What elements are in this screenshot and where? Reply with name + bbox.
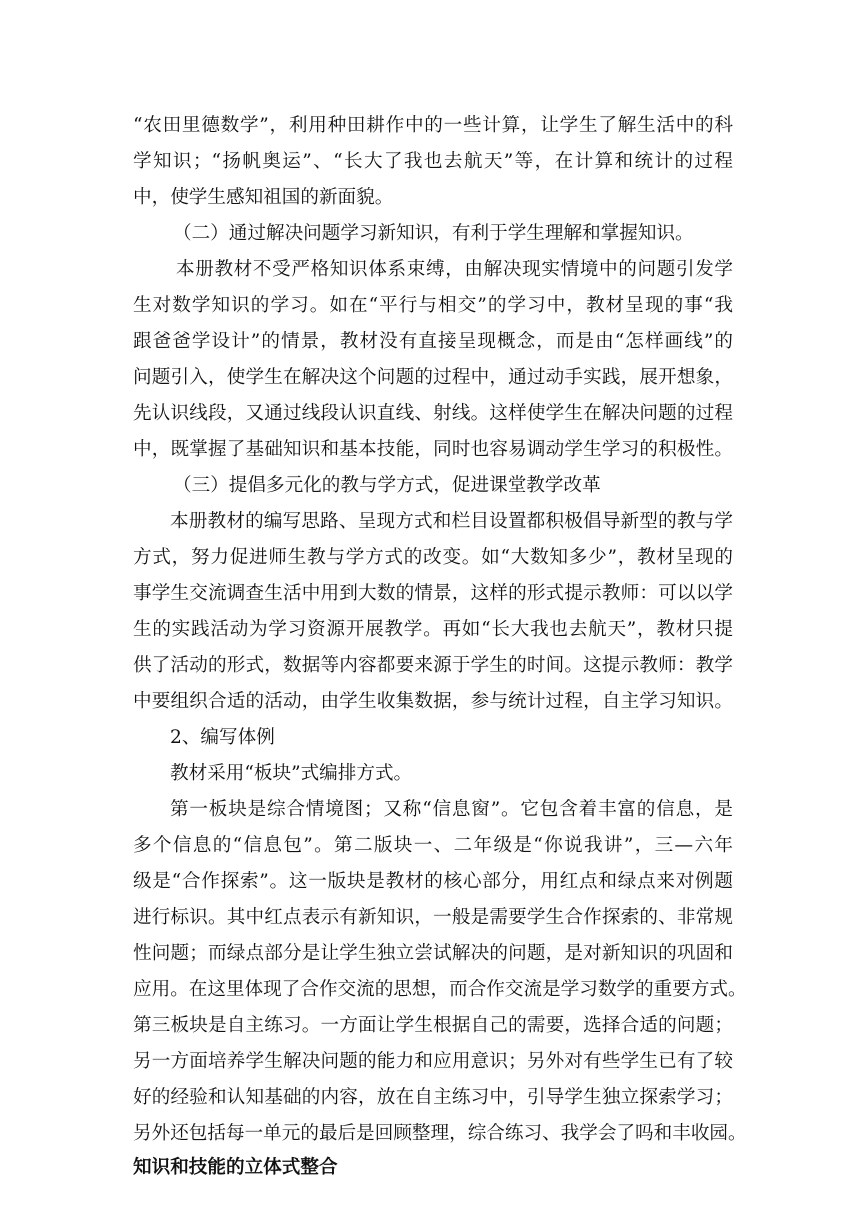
paragraph-line: 本册教材的编写思路、呈现方式和栏目设置都积极倡导新型的教与学: [170, 511, 733, 532]
bold-heading: 知识和技能的立体式整合: [133, 1157, 338, 1178]
paragraph-line: 另一方面培养学生解决问题的能力和应用意识；另外对有些学生已有了较: [133, 1051, 733, 1072]
paragraph-line: 多个信息的“信息包”。第二版块一、二年级是“你说我讲”，三—六年: [133, 835, 733, 856]
paragraph-line: 好的经验和认知基础的内容，放在自主练习中，引导学生独立探索学习；: [133, 1087, 733, 1108]
paragraph-line: 性问题；而绿点部分是让学生独立尝试解决的问题，是对新知识的巩固和: [133, 943, 733, 964]
section-heading: （三）提倡多元化的教与学方式，促进课堂教学改革: [173, 475, 601, 496]
paragraph-line: 第一板块是综合情境图；又称“信息窗”。它包含着丰富的信息，是: [170, 799, 733, 820]
paragraph-line: “农田里德数学”，利用种田耕作中的一些计算，让学生了解生活中的科: [133, 115, 733, 136]
paragraph-line: 生的实践活动为学习资源开展教学。再如“长大我也去航天”，教材只提: [133, 619, 733, 640]
paragraph-line: 另外还包括每一单元的最后是回顾整理，综合练习、我学会了吗和丰收园。: [133, 1123, 747, 1144]
paragraph-line: 跟爸爸学设计”的情景，教材没有直接呈现概念，而是由“怎样画线”的: [133, 331, 733, 352]
section-heading: 2、编写体例: [170, 727, 275, 748]
paragraph-line: 中要组织合适的活动，由学生收集数据，参与统计过程，自主学习知识。: [133, 691, 733, 712]
paragraph-line: 教材采用“板块”式编排方式。: [170, 763, 413, 784]
paragraph-line: 第三板块是自主练习。一方面让学生根据自己的需要，选择合适的问题；: [133, 1015, 733, 1036]
paragraph-line: 中，使学生感知祖国的新面貌。: [133, 187, 394, 208]
paragraph-line: 事学生交流调查生活中用到大数的情景，这样的形式提示教师：可以以学: [133, 583, 733, 604]
paragraph-line: 先认识线段，又通过线段认识直线、射线。这样使学生在解决问题的过程: [133, 403, 733, 424]
paragraph-line: 供了活动的形式，数据等内容都要来源于学生的时间。这提示教师：教学: [133, 655, 733, 676]
paragraph-line: 进行标识。其中红点表示有新知识，一般是需要学生合作探索的、非常规: [133, 907, 733, 928]
paragraph-line: 本册教材不受严格知识体系束缚，由解决现实情境中的问题引发学: [176, 259, 733, 280]
paragraph-line: 级是“合作探索”。这一版块是教材的核心部分，用红点和绿点来对例题: [133, 871, 733, 892]
section-heading: （二）通过解决问题学习新知识，有利于学生理解和掌握知识。: [173, 223, 694, 244]
paragraph-line: 方式，努力促进师生教与学方式的改变。如“大数知多少”，教材呈现的: [133, 547, 733, 568]
paragraph-line: 应用。在这里体现了合作交流的思想，而合作交流是学习数学的重要方式。: [133, 979, 747, 1000]
paragraph-line: 中，既掌握了基础知识和基本技能，同时也容易调动学生学习的积极性。: [133, 439, 733, 460]
paragraph-line: 学知识；“扬帆奥运”、“长大了我也去航天”等，在计算和统计的过程: [133, 151, 733, 172]
paragraph-line: 生对数学知识的学习。如在“平行与相交”的学习中，教材呈现的事“我: [133, 295, 733, 316]
paragraph-line: 问题引入，使学生在解决这个问题的过程中，通过动手实践，展开想象，: [133, 367, 733, 388]
